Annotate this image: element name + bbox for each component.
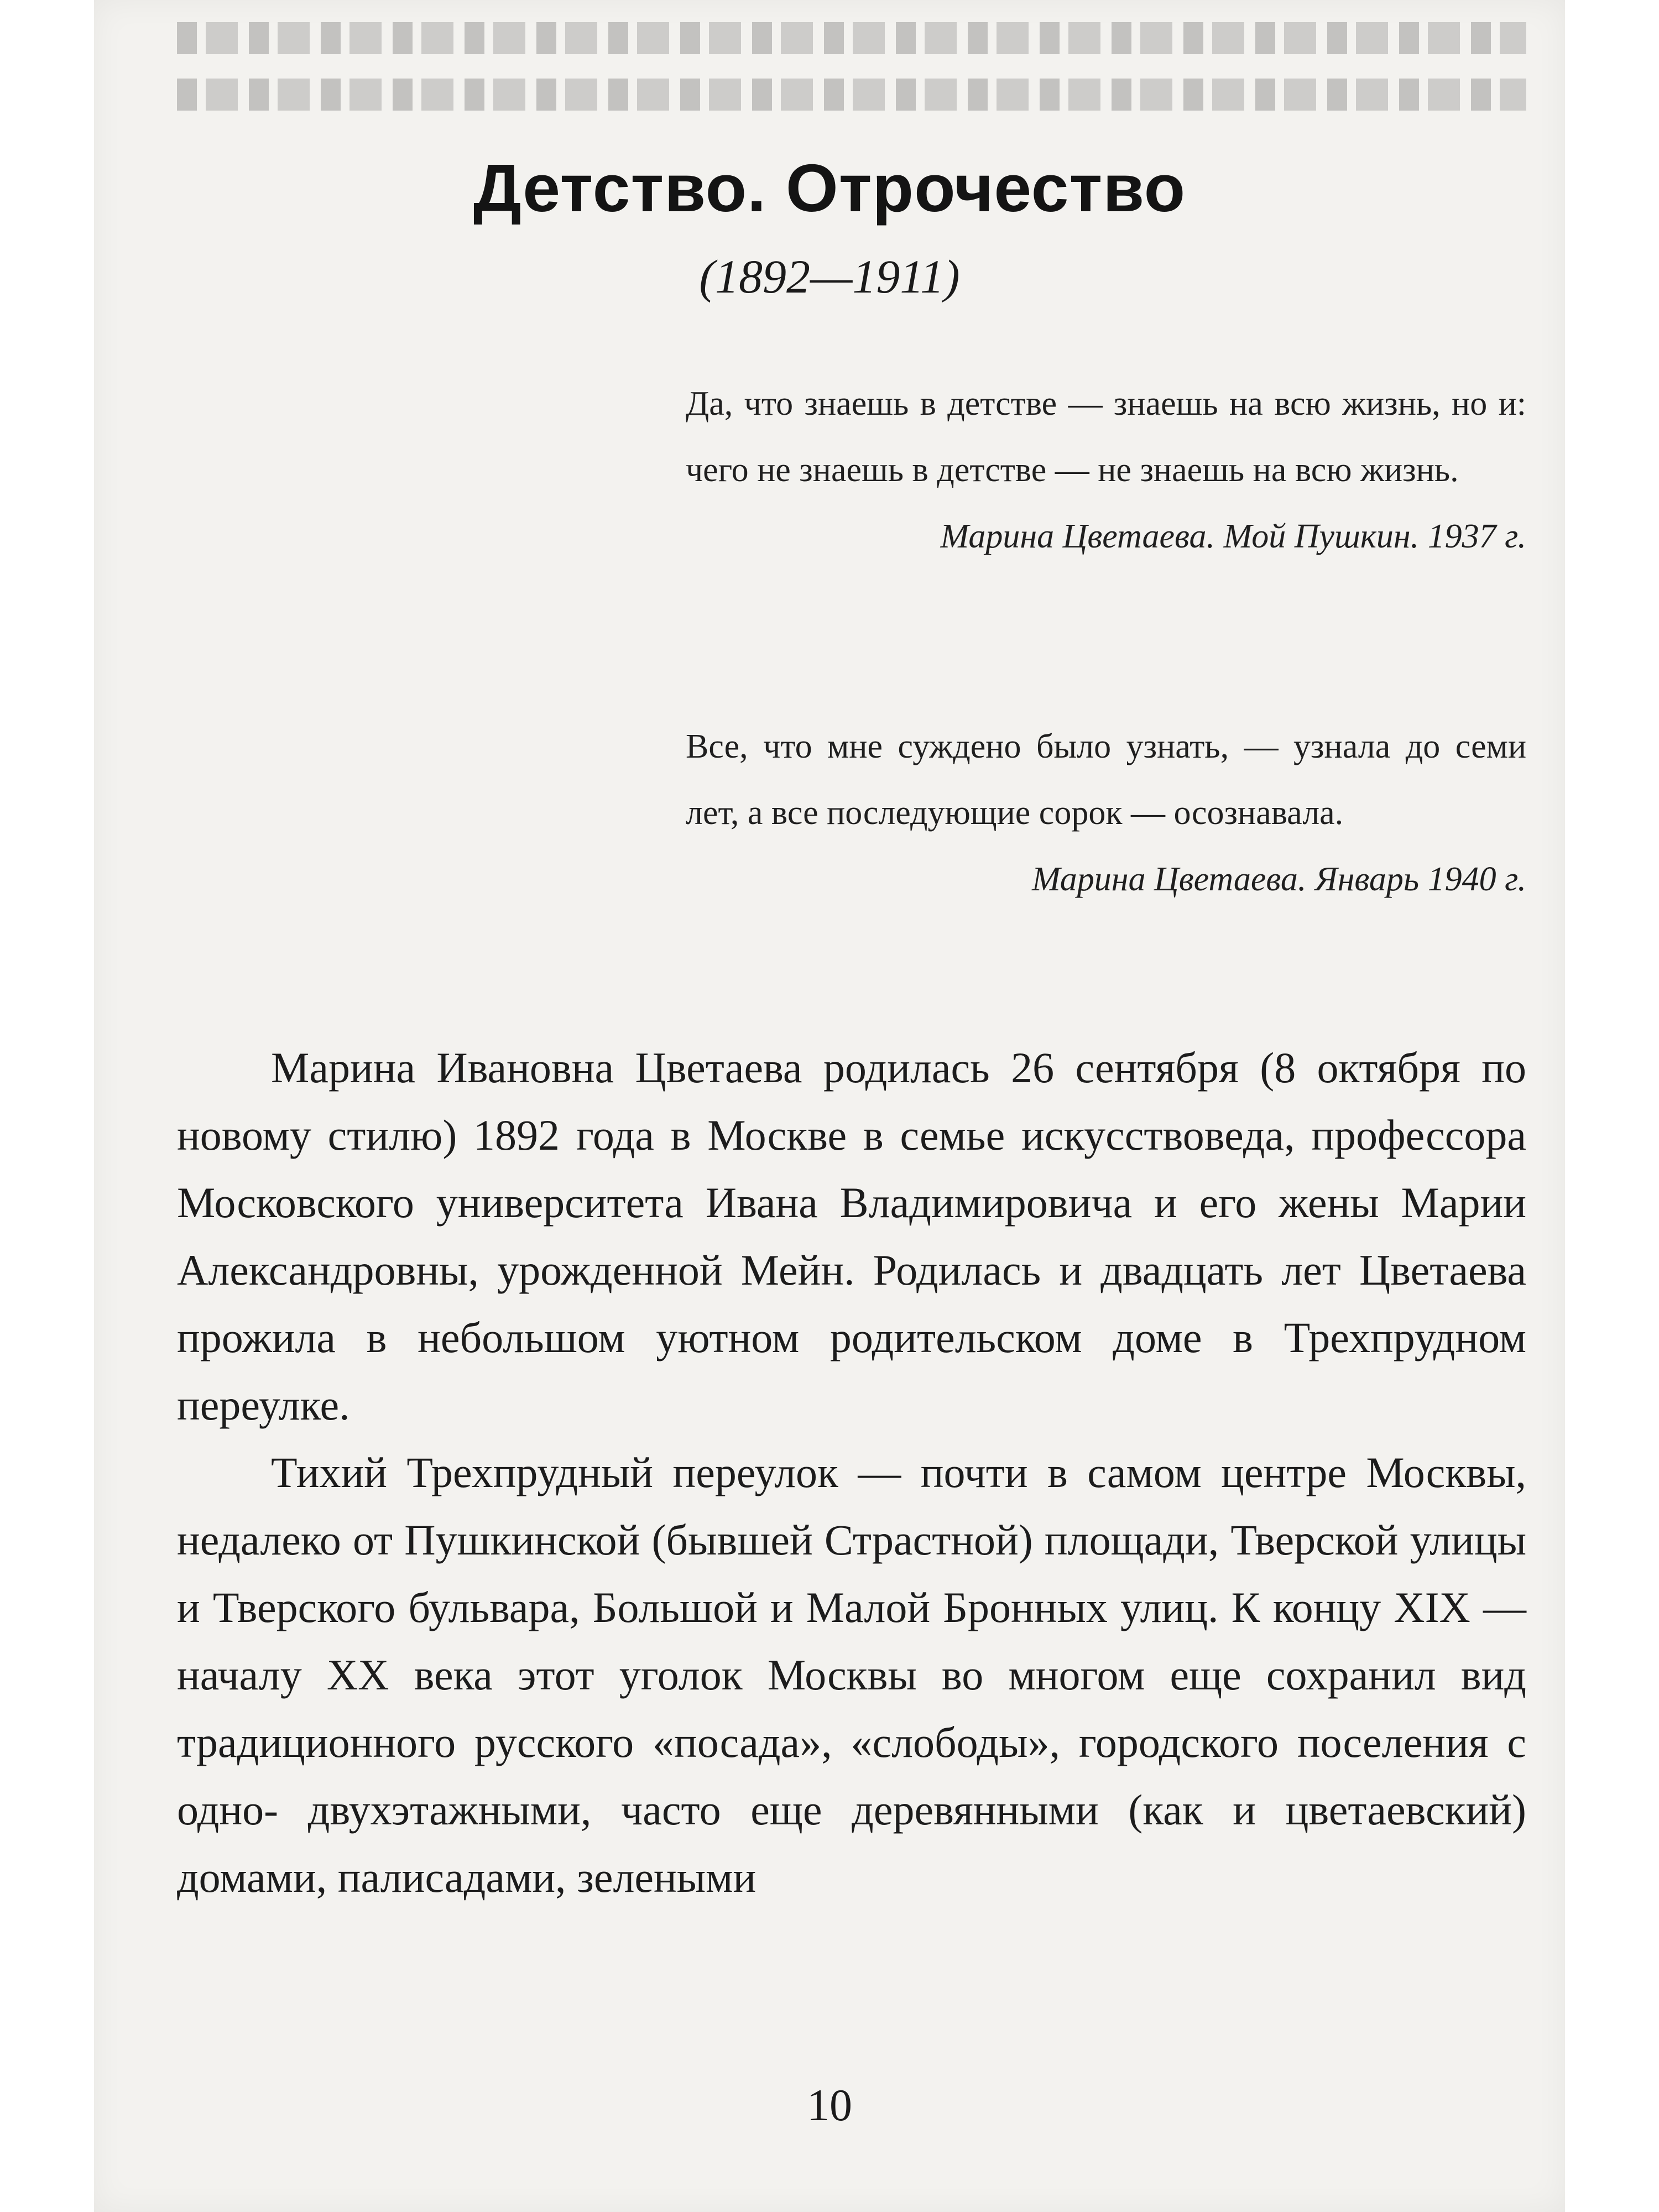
paragraph: Тихий Трехпрудный переулок — почти в самом центре Москвы, недалеко от Пушкинской (бывшей Страстной) площади, Тверской улицы и Тверского бульвара, Большой и Малой Бронных улиц. К концу XIX — началу XX века этот уголок Москвы во многом еще сохранил вид традиционного русского «посада», «слободы», городского поселения с одно- двухэтажными, часто еще деревянными (как и цветаевский) домами, палисадами, зелеными — [177, 1448, 1526, 1901]
epigraph — [686, 371, 1526, 570]
epigraph-text: Да, что знаешь в детстве — знаешь на всю жизнь, но и: чего не знаешь в детстве — не знаешь на всю жизнь. — [686, 385, 1526, 489]
epigraph-text: Все, что мне суждено было узнать, — узнала до семи лет, а все последующие сорок — осознавала. — [686, 728, 1526, 832]
epigraph-source: Марина Цветаева. Январь 1940 г. — [1031, 860, 1526, 898]
chapter-years: (1892—1911) — [699, 250, 960, 303]
body-text — [177, 1034, 1526, 1911]
chapter-title: Детство. Отрочество — [473, 150, 1186, 226]
epigraph — [686, 713, 1526, 912]
paragraph: Марина Ивановна Цветаева родилась 26 сентября (8 октября по новому стилю) 1892 года в Москве в семье искусствоведа, профессора Московского университета Ивана Владимировича и его жены Марии Александровны, урожденной Мейн. Родилась и двадцать лет Цветаева прожила в небольшом уютном родительском доме в Трехпрудном переулке. — [177, 1044, 1526, 1429]
page-number: 10 — [807, 2080, 852, 2130]
epigraph-source: Марина Цветаева. Мой Пушкин. 1937 г. — [940, 518, 1526, 555]
